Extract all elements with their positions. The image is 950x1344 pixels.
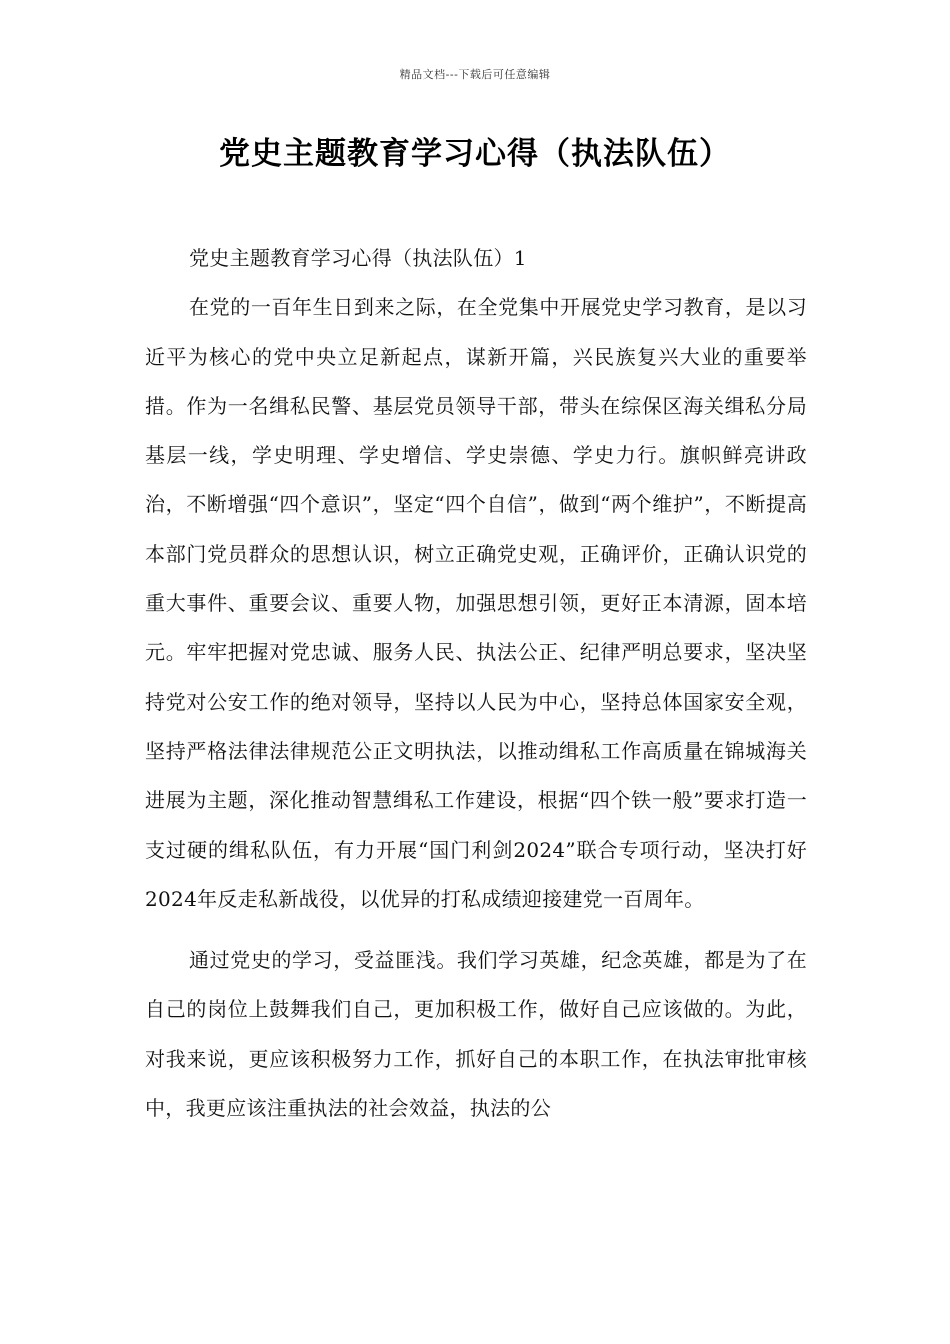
- header-note: 精品文档---下载后可任意编辑: [399, 68, 551, 81]
- paragraph-1: 在党的一百年生日到来之际，在全党集中开展党史学习教育，是以习近平为核心的党中央立足新起点，谋新开篇，兴民族复兴大业的重要举措。作为一名缉私民警、基层党员领导干部，带头在综保区海关缉私分局基层一线，学史明理、学史增信、学史崇德、学史力行。旗帜鲜亮讲政治，不断增强“四个意识”，坚定“四个自信”，做到“两个维护”，不断提高本部门党员群众的思想认识，树立正确党史观，正确评价，正确认识党的重大事件、重要会议、重要人物，加强思想引领，更好正本清源，固本培元。牢牢把握对党忠诚、服务人民、执法公正、纪律严明总要求，坚决坚持党对公安工作的绝对领导，坚持以人民为中心，坚持总体国家安全观，坚持严格法律法律规范公正文明执法，以推动缉私工作高质量在锦城海关进展为主题，深化推动智慧缉私工作建设，根据“四个铁一般”要求打造一支过硬的缉私队伍，有力开展“国门利剑2024”联合专项行动，坚决打好2024年反走私新战役，以优异的打私成绩迎接建党一百周年。: [145, 295, 807, 911]
- document-subtitle: 党史主题教育学习心得（执法队伍）1: [189, 246, 527, 270]
- paragraph-2: 通过党史的学习，受益匪浅。我们学习英雄，纪念英雄，都是为了在自己的岗位上鼓舞我们自己，更加积极工作，做好自己应该做的。为此，对我来说，更应该积极努力工作，抓好自己的本职工作，在执法审批审核中，我更应该注重执法的社会效益，执法的公: [145, 948, 807, 1121]
- document-body: [145, 234, 807, 1145]
- document-title: 党史主题教育学习心得（执法队伍）: [219, 136, 731, 172]
